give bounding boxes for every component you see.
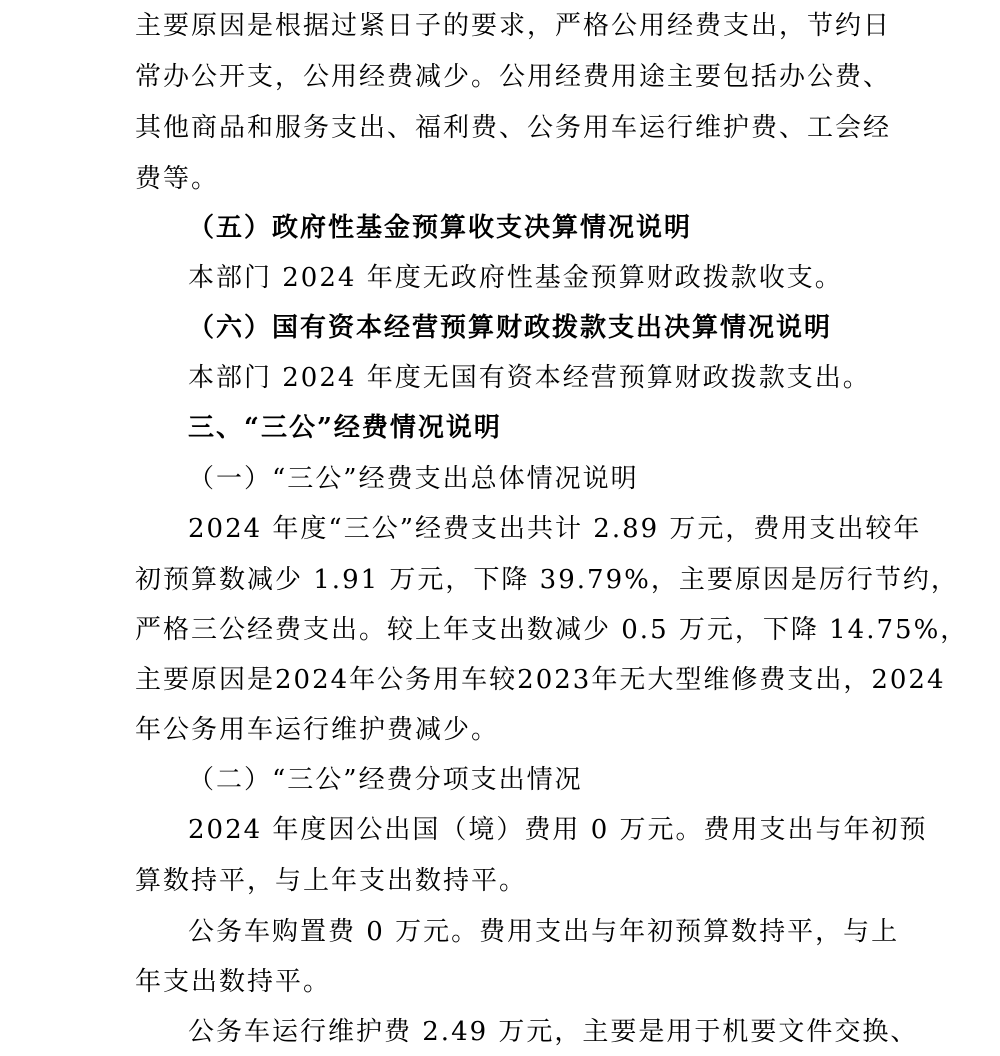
paragraph-line: 2024 年度“三公”经费支出共计 2.89 万元，费用支出较年	[188, 514, 922, 544]
paragraph-line: 算数持平，与上年支出数持平。	[135, 866, 528, 896]
paragraph-line: 其他商品和服务支出、福利费、公务用车运行维护费、工会经	[135, 113, 892, 143]
subsection-heading-1: （一）“三公”经费支出总体情况说明	[188, 464, 639, 494]
section-heading-6: （六）国有资本经营预算财政拨款支出决算情况说明	[188, 313, 833, 343]
paragraph-line: 年公务用车运行维护费减少。	[135, 715, 500, 745]
paragraph-line: 本部门 2024 年度无国有资本经营预算财政拨款支出。	[188, 363, 871, 393]
paragraph-line: 年支出数持平。	[135, 967, 332, 997]
paragraph-line: 常办公开支，公用经费减少。公用经费用途主要包括办公费、	[135, 62, 892, 92]
paragraph-line: 2024 年度因公出国（境）费用 0 万元。费用支出与年初预	[188, 815, 928, 845]
section-heading-5: （五）政府性基金预算收支决算情况说明	[188, 213, 693, 243]
chapter-heading-3: 三、“三公”经费情况说明	[188, 413, 502, 443]
paragraph-line: 初预算数减少 1.91 万元，下降 39.79%，主要原因是厉行节约，	[135, 565, 959, 595]
paragraph-line: 公务车购置费 0 万元。费用支出与年初预算数持平，与上	[188, 917, 900, 947]
paragraph-line: 严格三公经费支出。较上年支出数减少 0.5 万元，下降 14.75%，	[135, 615, 969, 645]
paragraph-line: 主要原因是2024年公务用车较2023年无大型维修费支出，2024	[135, 665, 946, 695]
paragraph-line: 公务车运行维护费 2.49 万元，主要是用于机要文件交换、	[188, 1017, 919, 1047]
paragraph-line: 费等。	[135, 164, 220, 194]
paragraph-line: 主要原因是根据过紧日子的要求，严格公用经费支出，节约日	[135, 11, 892, 41]
paragraph-line: 本部门 2024 年度无政府性基金预算财政拨款收支。	[188, 263, 843, 293]
subsection-heading-2: （二）“三公”经费分项支出情况	[188, 765, 583, 795]
